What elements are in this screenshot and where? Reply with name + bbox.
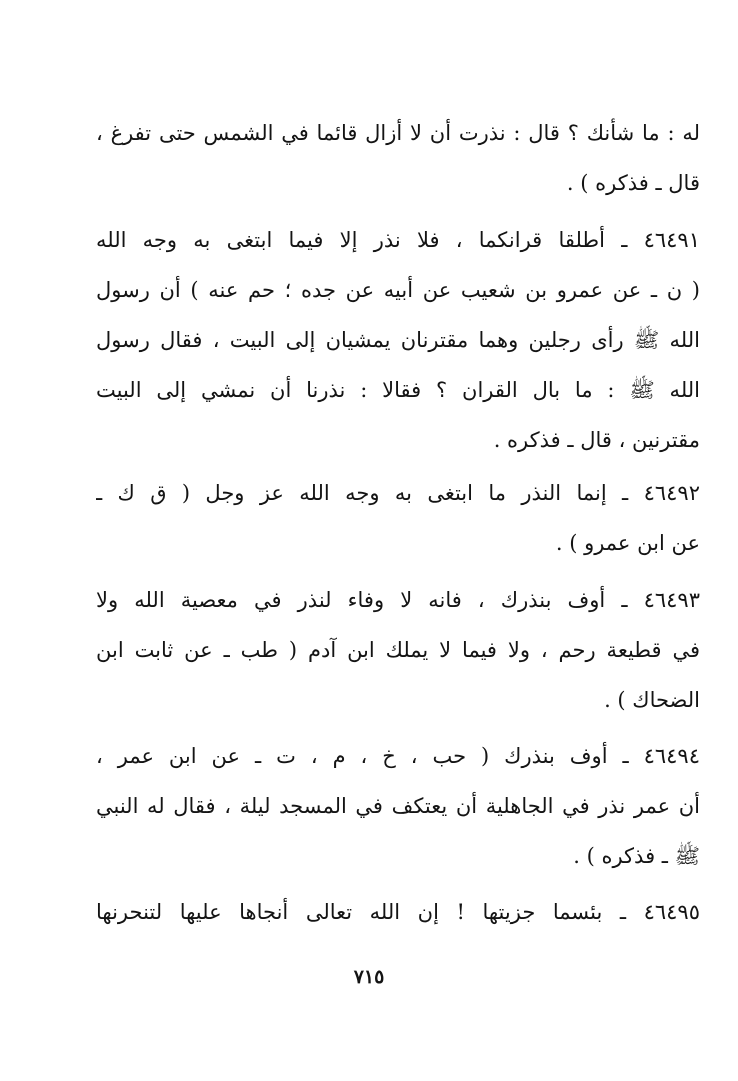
page-number: ٧١٥: [353, 966, 385, 988]
text-line: ( ن ـ عن عمرو بن شعيب عن أبيه عن جده ؛ حم عنه ) أن رسول: [96, 278, 700, 302]
text-line: مقترنين ، قال ـ فذكره .: [493, 428, 700, 452]
text-line: الله ﷺ : ما بال القران ؟ فقالا : نذرنا أن نمشي إلى البيت: [96, 378, 700, 402]
text-line: له : ما شأنك ؟ قال : نذرت أن لا أزال قائما في الشمس حتى تفرغ ،: [96, 121, 700, 145]
hadith-46493: [96, 575, 700, 725]
paragraph-intro-continuation: [96, 108, 700, 208]
text-line: ٤٦٤٩٣ ـ أوف بنذرك ، فانه لا وفاء لنذر في معصية الله ولا: [96, 588, 700, 612]
text-line: ٤٦٤٩١ ـ أطلقا قرانكما ، فلا نذر إلا فيما ابتغى به وجه الله: [96, 228, 700, 252]
text-line: الضحاك ) .: [604, 688, 700, 712]
text-line: في قطيعة رحم ، ولا فيما لا يملك ابن آدم ( طب ـ عن ثابت ابن: [96, 638, 700, 662]
hadith-46495: [96, 887, 700, 937]
hadith-46492: [96, 468, 700, 568]
text-line: ﷺ ـ فذكره ) .: [573, 844, 700, 868]
text-line: أن عمر نذر في الجاهلية أن يعتكف في المسجد ليلة ، فقال له النبي: [96, 794, 700, 818]
text-line: قال ـ فذكره ) .: [566, 171, 700, 195]
text-line: ٤٦٤٩٤ ـ أوف بنذرك ( حب ، خ ، م ، ت ـ عن ابن عمر ،: [96, 744, 700, 768]
text-line: ٤٦٤٩٢ ـ إنما النذر ما ابتغى به وجه الله عز وجل ( ق ك ـ: [96, 481, 700, 505]
text-line: الله ﷺ رأى رجلين وهما مقترنان يمشيان إلى البيت ، فقال رسول: [96, 328, 700, 352]
hadith-46494: [96, 731, 700, 881]
text-line: عن ابن عمرو ) .: [555, 531, 700, 555]
hadith-46491: [96, 215, 700, 465]
text-line: ٤٦٤٩٥ ـ بئسما جزيتها ! إن الله تعالى أنجاها عليها لتنحرنها: [96, 900, 700, 924]
